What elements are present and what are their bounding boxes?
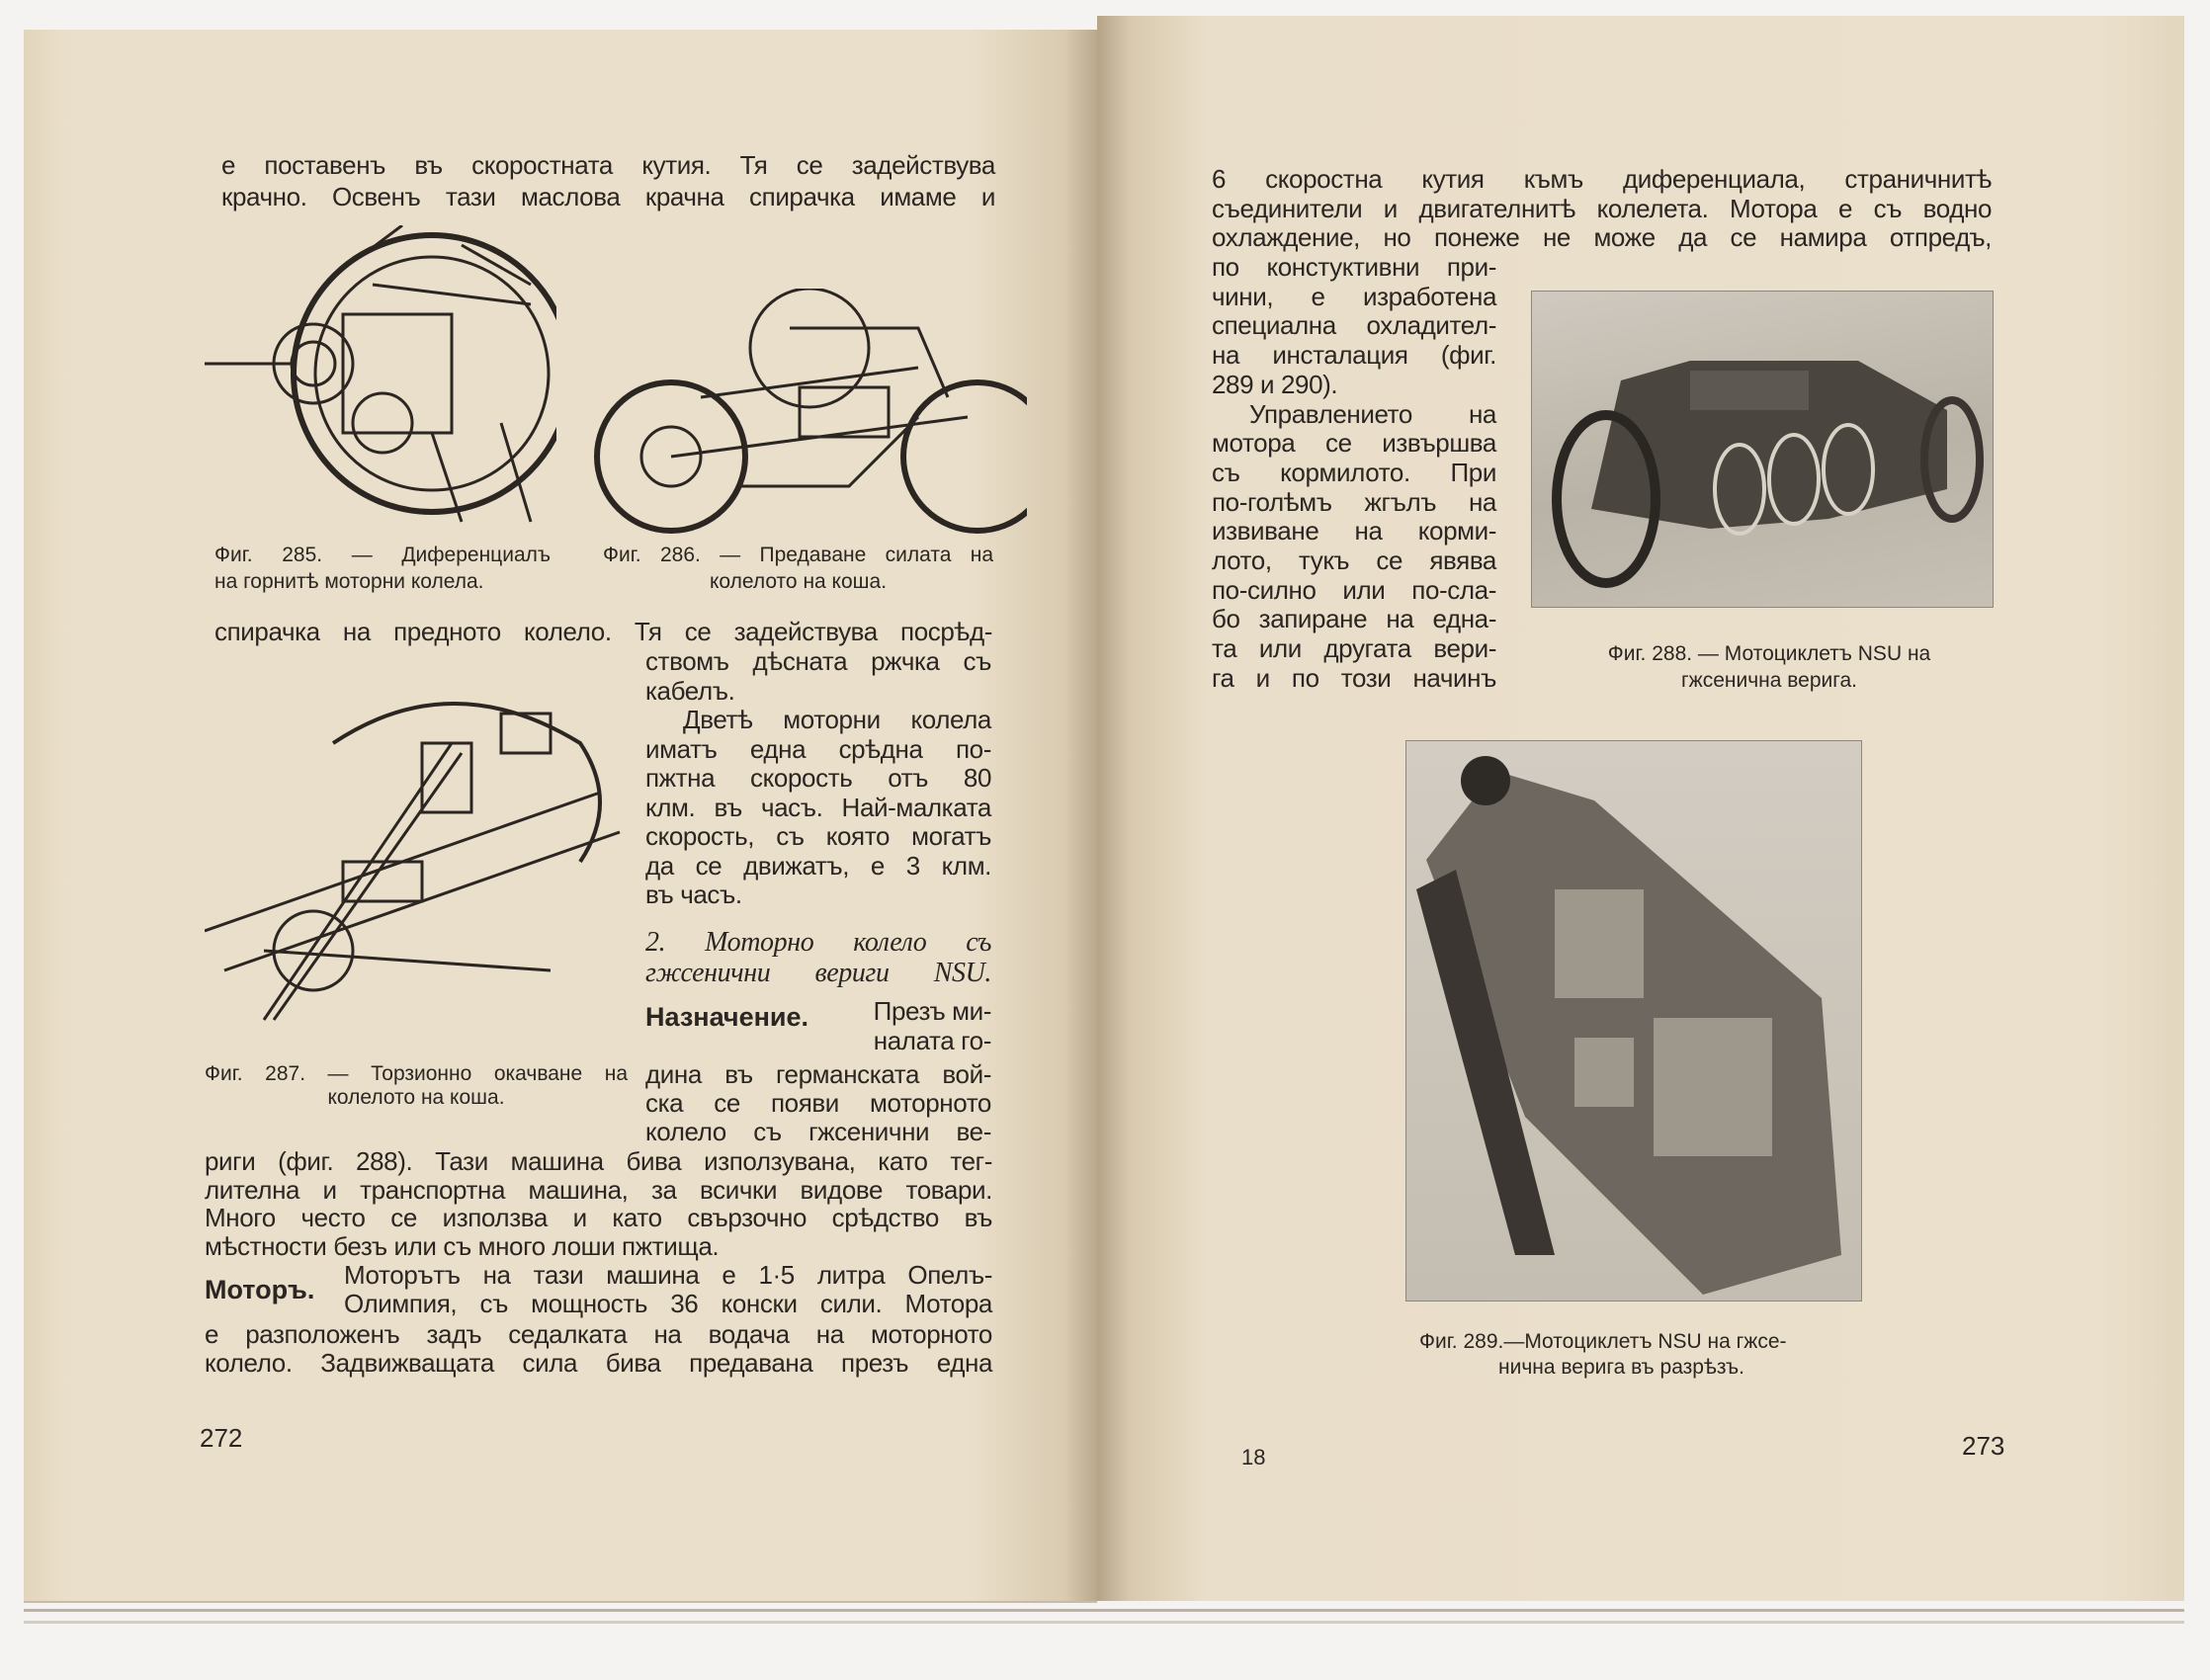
halftrack-silhouette <box>1532 292 1993 607</box>
text-line: бо запиране на една- <box>1212 604 1496 634</box>
figure-289-caption <box>1419 1329 1874 1381</box>
text-line: въ часъ. <box>645 880 742 909</box>
text-line: по констуктивни при- <box>1212 252 1496 282</box>
purpose-label: Назначение. <box>645 1002 809 1032</box>
text-line: риги (фиг. 288). Тази машина бива използувана, като тег- <box>205 1146 992 1176</box>
figure-288-caption <box>1542 640 1997 694</box>
text-line: лото, тукъ се явява <box>1212 546 1496 576</box>
steering-paragraph <box>1212 253 1496 694</box>
text-line: дина въ германската вой- <box>645 1059 991 1089</box>
text-line: Олимпия, съ мощность 36 конски сили. Мотора <box>344 1289 992 1318</box>
text-line: на инсталация (фиг. <box>1212 340 1496 371</box>
caption-line: Фиг. 285. — Диференциалъ <box>214 544 551 566</box>
caption-line: колелото на коша. <box>327 1086 505 1109</box>
text-line: 6 скоростна кутия къмъ диференциала, страничнитѣ <box>1212 164 1992 194</box>
text-line: ска се появи моторното <box>645 1088 991 1118</box>
figure-285-differential-drawing <box>205 225 556 534</box>
text-line: Двет‌ѣ моторни колела <box>683 705 991 734</box>
text-line: та или другата вери- <box>1212 633 1496 664</box>
text-line: Презъ ми- <box>873 996 991 1026</box>
text-line: га и по този начинъ <box>1212 662 1496 693</box>
caption-line: нична верига въ разрѣзъ. <box>1498 1356 1744 1379</box>
text-line: съединители и двигателнитѣ колелета. Мотора е съ водно <box>1212 193 1992 223</box>
text-line: колело съ гжсенични ве- <box>645 1117 991 1146</box>
caption-line: Фиг. 289.—Мотоциклетъ NSU на гжсе- <box>1419 1330 1787 1353</box>
page-number: 273 <box>1962 1431 2005 1461</box>
text-line: ствомъ дѣсната ржчка съ <box>645 646 991 676</box>
page-number: 272 <box>200 1423 243 1453</box>
text-line: налата го- <box>873 1026 991 1055</box>
figure-289-nsu-cutaway-photo <box>1405 740 1862 1302</box>
text-line: Управлението на <box>1249 398 1496 429</box>
text-line: специална охладител- <box>1212 310 1496 341</box>
caption-line: Фиг. 287. — Торзионно окачване на <box>205 1062 628 1085</box>
text-line: Моторътъ на тази машина е 1·5 литра Опелъ- <box>344 1260 992 1290</box>
text-line: пжтна скорость отъ 80 <box>645 763 991 793</box>
text-line: е разположенъ задъ седалката на водача на моторното <box>205 1319 992 1349</box>
motor-label: Моторъ. <box>205 1275 315 1304</box>
heading-line: 2. Моторно колело съ <box>645 927 991 958</box>
figure-286-caption <box>603 542 993 595</box>
text-line: мѣстности безъ или съ много лоши пжтища. <box>205 1230 720 1261</box>
intro-paragraph <box>221 149 995 212</box>
text-line: скорость, съ която могатъ <box>645 821 991 851</box>
text-line: по-силно или по-сла- <box>1212 574 1496 605</box>
cooling-paragraph <box>1212 165 1992 253</box>
text-line: мотора се извършва <box>1212 428 1496 459</box>
usage-paragraph <box>205 1147 992 1260</box>
text-line: е поставенъ въ скоростната кутия. Тя се задействува <box>221 150 995 180</box>
text-line: да се движатъ, е 3 клм. <box>645 850 991 881</box>
signature-mark: 18 <box>1241 1445 1266 1470</box>
figure-287-torsion-suspension-drawing <box>205 684 630 1030</box>
text-line: чини, е изработена <box>1212 281 1496 311</box>
figure-286-sidecar-drive-drawing <box>592 289 1027 544</box>
caption-line: гжсенична верига. <box>1681 669 1857 692</box>
text-line: клм. въ часъ. Най-малката <box>645 792 991 822</box>
speed-paragraph <box>645 647 991 910</box>
figure-285-caption <box>214 542 551 595</box>
text-line: колело. Задвижващата сила бива предавана презъ една <box>205 1348 992 1378</box>
caption-line: Фиг. 288. — Мотоциклетъ NSU на <box>1607 642 1931 665</box>
brake-paragraph-line <box>214 617 992 646</box>
text-line: крачно. Освенъ тази маслова крачна спирачка имаме и <box>221 182 995 211</box>
figure-287-caption <box>205 1062 628 1110</box>
purpose-paragraph-start <box>843 996 991 1055</box>
text-line: извиване на корми- <box>1212 516 1496 546</box>
text-line: Много често се използва и като свързочно срѣдство въ <box>205 1203 992 1232</box>
text-line: по-голѣмъ жгълъ на <box>1212 486 1496 517</box>
caption-line: колелото на коша. <box>709 570 888 593</box>
page-edge <box>24 1609 2184 1612</box>
text-line: спирачка на предното колело. Тя се задействува посрѣд- <box>214 617 992 646</box>
text-line: лителна и транспортна машина, за всички видове товари. <box>205 1174 992 1205</box>
text-line: 289 и 290). <box>1212 369 1338 399</box>
motor-paragraph <box>205 1320 992 1378</box>
section-heading <box>645 927 991 988</box>
cutaway-silhouette <box>1406 741 1861 1301</box>
caption-line: Фиг. 286. — Предаване силата на <box>603 544 993 566</box>
page-edge <box>24 1621 2184 1624</box>
text-line: иматъ една срѣдна по- <box>645 733 991 764</box>
motor-paragraph-start <box>344 1261 992 1318</box>
caption-line: на горнитѣ моторни колела. <box>214 570 484 593</box>
purpose-paragraph <box>645 1060 991 1146</box>
figure-288-nsu-halftrack-photo <box>1531 291 1994 608</box>
text-line: охлаждение, но понеже не може да се намира отпредъ, <box>1212 222 1992 253</box>
heading-line: гжсенични вериги NSU. <box>645 958 991 988</box>
text-line: кабелъ. <box>645 675 735 706</box>
text-line: съ кормилото. При <box>1212 457 1496 487</box>
